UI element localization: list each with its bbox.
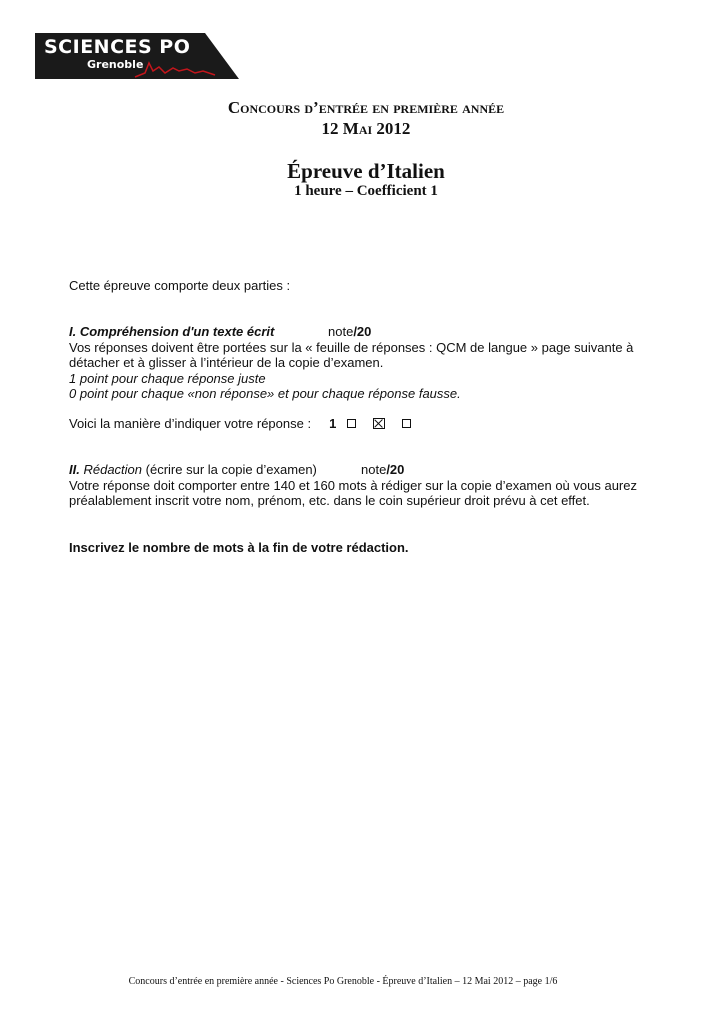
- page-footer: Concours d’entrée en première année - Sciences Po Grenoble - Épreuve d’Italien – 12 Mai 2012 – page 1/6: [128, 976, 558, 987]
- section-2-instruction: (écrire sur la copie d’examen): [145, 462, 317, 477]
- note-label: note: [328, 324, 354, 339]
- section-2: [69, 462, 659, 509]
- section-2-number: II.: [69, 462, 80, 477]
- answer-example-number: 1: [329, 416, 337, 431]
- answer-example-label: Voici la manière d’indiquer votre réponse :: [69, 416, 312, 431]
- intro-text: Cette épreuve comporte deux parties :: [69, 278, 291, 293]
- section-2-note: [361, 462, 404, 478]
- section-1-rule-2: 0 point pour chaque «non réponse» et pour chaque réponse fausse.: [69, 386, 461, 401]
- note-value: /20: [386, 462, 405, 477]
- exam-duration: 1 heure – Coefficient 1: [294, 183, 438, 199]
- exam-type: Concours d’entrée en première année: [227, 98, 505, 117]
- checkbox-empty-icon: [347, 419, 356, 428]
- checkbox-checked-icon: [373, 418, 385, 429]
- section-1-rule-1: 1 point pour chaque réponse juste: [69, 370, 266, 386]
- sciences-po-logo: [35, 33, 239, 79]
- section-2-title: [69, 462, 361, 478]
- checkbox-empty-icon: [402, 419, 411, 428]
- section-1: [69, 324, 659, 402]
- answer-example: [69, 416, 659, 432]
- section-2-text: Votre réponse doit comporter entre 140 et 160 mots à rédiger sur la copie d’examen où vous aurez préalablement inscrit votre nom, prénom, etc. dans le coin supérieur droit prévu à cet effet.: [69, 477, 637, 508]
- logo-name: SCIENCES PO: [44, 36, 191, 58]
- section-1-text: Vos réponses doivent être portées sur la « feuille de réponses : QCM de langue » page suivante à détacher et à glisser à l’intérieur de la copie d’examen.: [69, 339, 634, 370]
- section-1-note: [328, 324, 371, 340]
- exam-title: Épreuve d’Italien: [287, 159, 445, 183]
- note-value: /20: [353, 324, 372, 339]
- logo-subtitle: Grenoble: [87, 58, 144, 71]
- section-1-title: I. Compréhension d'un texte écrit: [69, 324, 275, 339]
- note-label: note: [361, 462, 387, 477]
- final-instruction: Inscrivez le nombre de mots à la fin de votre rédaction.: [69, 540, 409, 555]
- section-2-name: Rédaction: [83, 462, 143, 477]
- exam-date: 12 Mai 2012: [321, 119, 411, 138]
